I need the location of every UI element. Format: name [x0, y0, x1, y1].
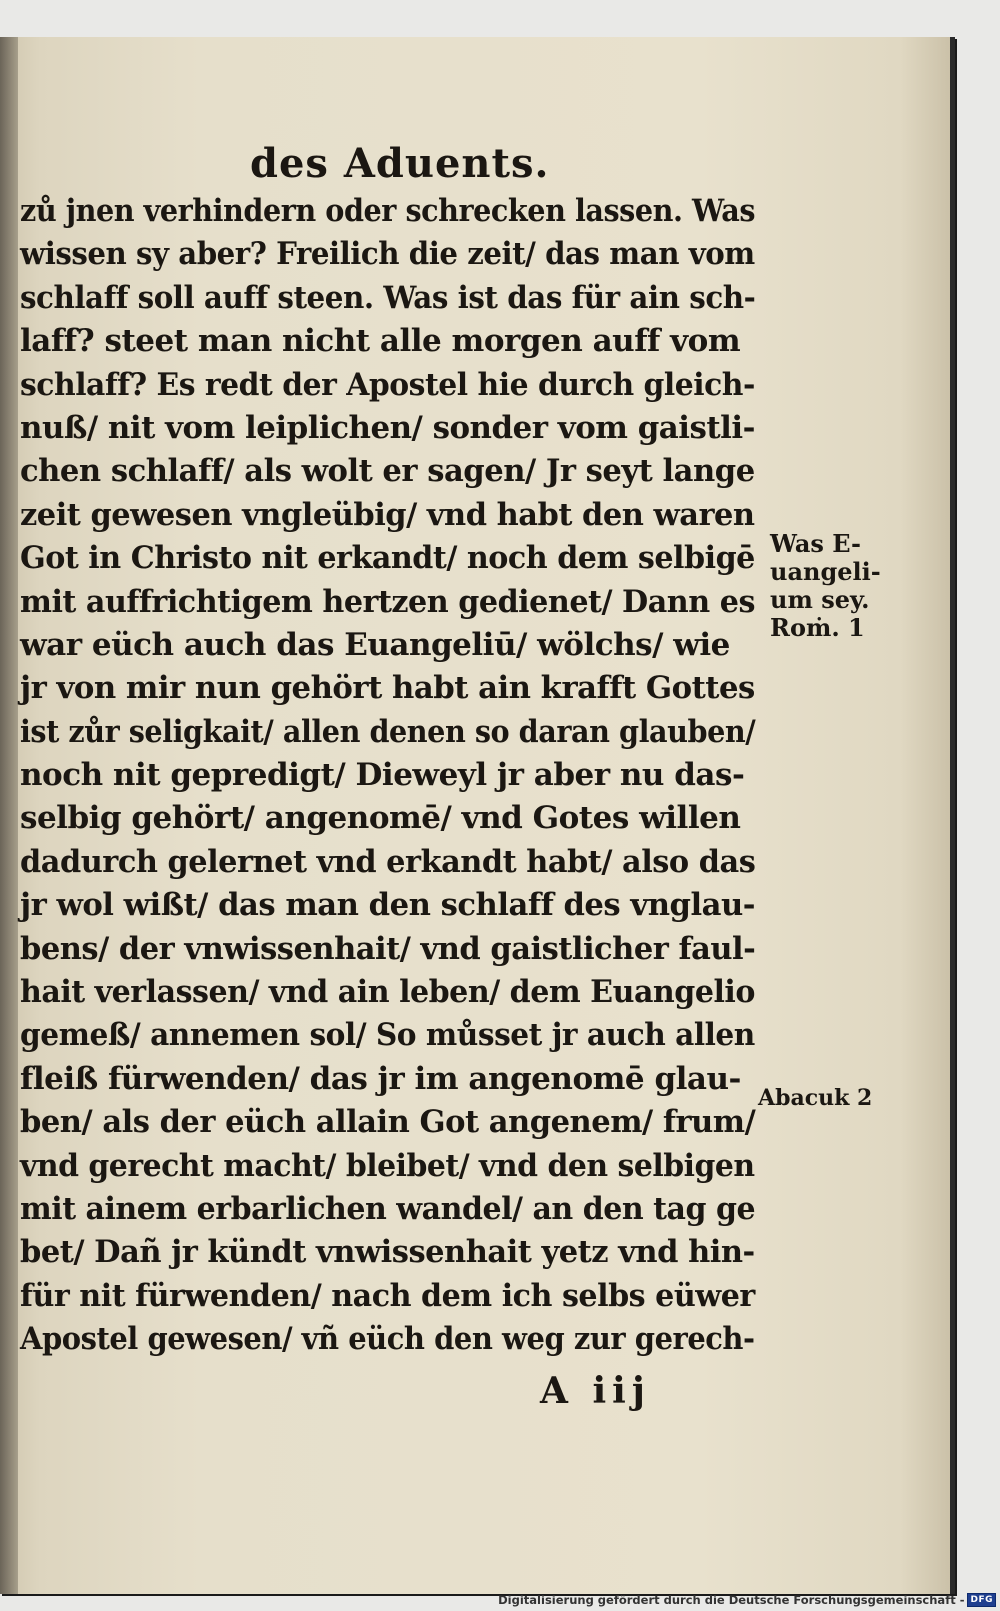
text-line: chen schlaff/ als wolt er sagen/ Jr seyt lange — [20, 453, 755, 490]
body-text — [20, 190, 755, 1362]
text-line: zeit gewesen vngleübig/ vnd habt den waren — [20, 496, 755, 533]
text-line: schlaff soll auff steen. Was ist das für ain sch- — [20, 279, 756, 316]
text-line: Got in Christo nit erkandt/ noch dem selbigē — [20, 540, 755, 577]
text-line: mit ainem erbarlichen wandel/ an den tag ge — [20, 1190, 756, 1227]
text-line: jr wol wißt/ das man den schlaff des vnglau- — [20, 887, 756, 924]
text-line: ben/ als der eüch allain Got angenem/ frum/ — [20, 1104, 756, 1141]
footer-text: Digitalisierung gefördert durch die Deutsche Forschungsgemeinschaft - — [498, 1593, 965, 1607]
text-line: für nit fürwenden/ nach dem ich selbs eüwer — [20, 1277, 755, 1314]
text-line: schlaff? Es redt der Apostel hie durch gleich- — [20, 366, 755, 403]
text-line: bet/ Dañ jr kündt vnwissenhait yetz vnd hin- — [20, 1234, 755, 1271]
running-head: des Aduents. — [250, 140, 550, 187]
text-line: bens/ der vnwissenhait/ vnd gaistlicher faul- — [20, 930, 756, 967]
dfg-logo-icon: DFG — [967, 1593, 996, 1607]
text-line: wissen sy aber? Freilich die zeit/ das man vom — [20, 236, 755, 273]
text-line: war eüch auch das Euangeliū/ wölchs/ wie — [20, 626, 730, 663]
page-edge — [950, 37, 955, 1594]
text-line: selbig gehört/ angenomē/ vnd Gotes willen — [20, 800, 741, 837]
text-line: gemeß/ annemen sol/ So můsset jr auch allen — [20, 1017, 755, 1054]
signature-mark: A iij — [540, 1370, 651, 1412]
text-line: hait verlassen/ vnd ain leben/ dem Euangelio — [20, 974, 755, 1011]
text-line: dadurch gelernet vnd erkandt habt/ also das — [20, 843, 756, 880]
margin-note-euangelium — [770, 530, 881, 642]
margin-note-line: uangeli- — [770, 557, 881, 586]
margin-note-line: Roṁ. 1 — [770, 613, 865, 642]
text-line: laff? steet man nicht alle morgen auff vom — [20, 323, 741, 360]
margin-note-line: um sey. — [770, 585, 870, 614]
text-line: vnd gerecht macht/ bleibet/ vnd den selbigen — [20, 1147, 755, 1184]
text-line: jr von mir nun gehört habt ain krafft Gottes — [20, 670, 755, 707]
footer-credit — [498, 1592, 996, 1608]
text-line: zů jnen verhindern oder schrecken lassen. Was — [20, 193, 756, 229]
text-line: noch nit gepredigt/ Dieweyl jr aber nu das- — [20, 757, 745, 794]
text-line: mit auffrichtigem hertzen gedienet/ Dann es — [20, 583, 755, 620]
text-line: Apostel gewesen/ vñ eüch den weg zur gerech- — [20, 1321, 755, 1358]
text-line: fleiß fürwenden/ das jr im angenomē glau- — [20, 1060, 741, 1097]
margin-note-line: Was E- — [770, 529, 861, 558]
text-line: ist zůr seligkait/ allen denen so daran glauben/ — [20, 713, 756, 750]
margin-note-abacuk: Abacuk 2 — [758, 1085, 873, 1111]
text-line: nuß/ nit vom leiplichen/ sonder vom gaistli- — [20, 409, 755, 446]
